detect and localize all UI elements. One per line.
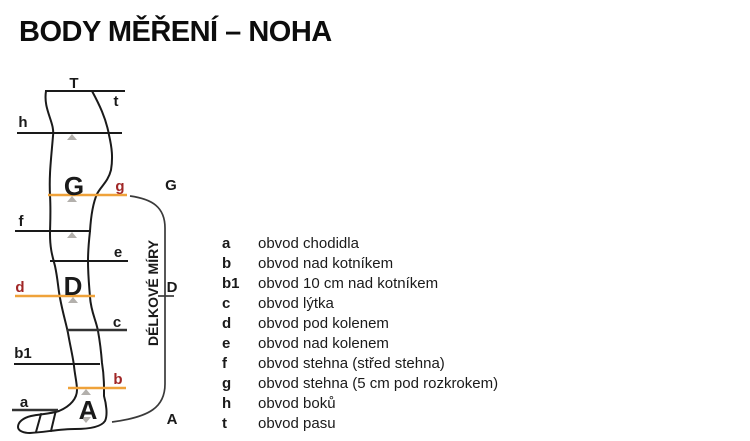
measurement-legend: [222, 234, 498, 434]
legend-row: [222, 274, 498, 294]
legend-description: obvod pasu: [258, 415, 336, 432]
legend-letter: d: [222, 315, 232, 332]
legend-description: obvod stehna (střed stehna): [258, 355, 445, 372]
label-f: f: [18, 213, 24, 230]
legend-letter: a: [222, 235, 231, 252]
legend-row: [222, 394, 498, 414]
marker-triangle-h: [67, 134, 77, 140]
legend-description: obvod 10 cm nad kotníkem: [258, 275, 439, 292]
label-d-red: d: [15, 279, 25, 296]
label-t: t: [113, 93, 119, 110]
bracket-label-D: D: [166, 279, 178, 296]
legend-row: [222, 414, 498, 434]
label-D-big: D: [63, 271, 83, 301]
legend-letter: b1: [222, 275, 240, 292]
legend-row: [222, 374, 498, 394]
legend-letter: h: [222, 395, 232, 412]
legend-letter: t: [222, 415, 227, 432]
label-G-big: G: [63, 171, 85, 201]
legend-description: obvod chodidla: [258, 235, 359, 252]
label-h: h: [18, 114, 28, 131]
label-T: T: [69, 75, 79, 92]
legend-letter: e: [222, 335, 231, 352]
legend-letter: b: [222, 255, 232, 272]
page-title: BODY MĚŘENÍ – NOHA: [19, 16, 332, 48]
legend-description: obvod boků: [258, 395, 336, 412]
leg-measurement-diagram: [0, 70, 210, 441]
legend-letter: f: [222, 355, 227, 372]
label-e: e: [113, 244, 123, 261]
legend-letter: c: [222, 295, 231, 312]
legend-letter: g: [222, 375, 232, 392]
legend-description: obvod nad kotníkem: [258, 255, 394, 272]
legend-row: [222, 314, 498, 334]
legend-row: [222, 294, 498, 314]
legend-row: [222, 334, 498, 354]
legend-description: obvod lýtka: [258, 295, 334, 312]
label-b1: b1: [14, 345, 32, 362]
bracket-label-G: G: [165, 177, 177, 194]
marker-triangle-f: [67, 232, 77, 238]
legend-description: obvod nad kolenem: [258, 335, 389, 352]
bracket-label-A: A: [166, 411, 178, 428]
legend-row: [222, 254, 498, 274]
legend-row: [222, 354, 498, 374]
legend-description: obvod pod kolenem: [258, 315, 389, 332]
legend-description: obvod stehna (5 cm pod rozkrokem): [258, 375, 499, 392]
label-a: a: [19, 394, 29, 411]
label-g-red: g: [115, 178, 125, 195]
label-b-red: b: [113, 371, 123, 388]
legend-row: [222, 234, 498, 254]
label-A-big: A: [78, 395, 98, 425]
length-axis-label: DÉLKOVÉ MÍRY: [145, 239, 161, 347]
label-c: c: [112, 314, 122, 331]
